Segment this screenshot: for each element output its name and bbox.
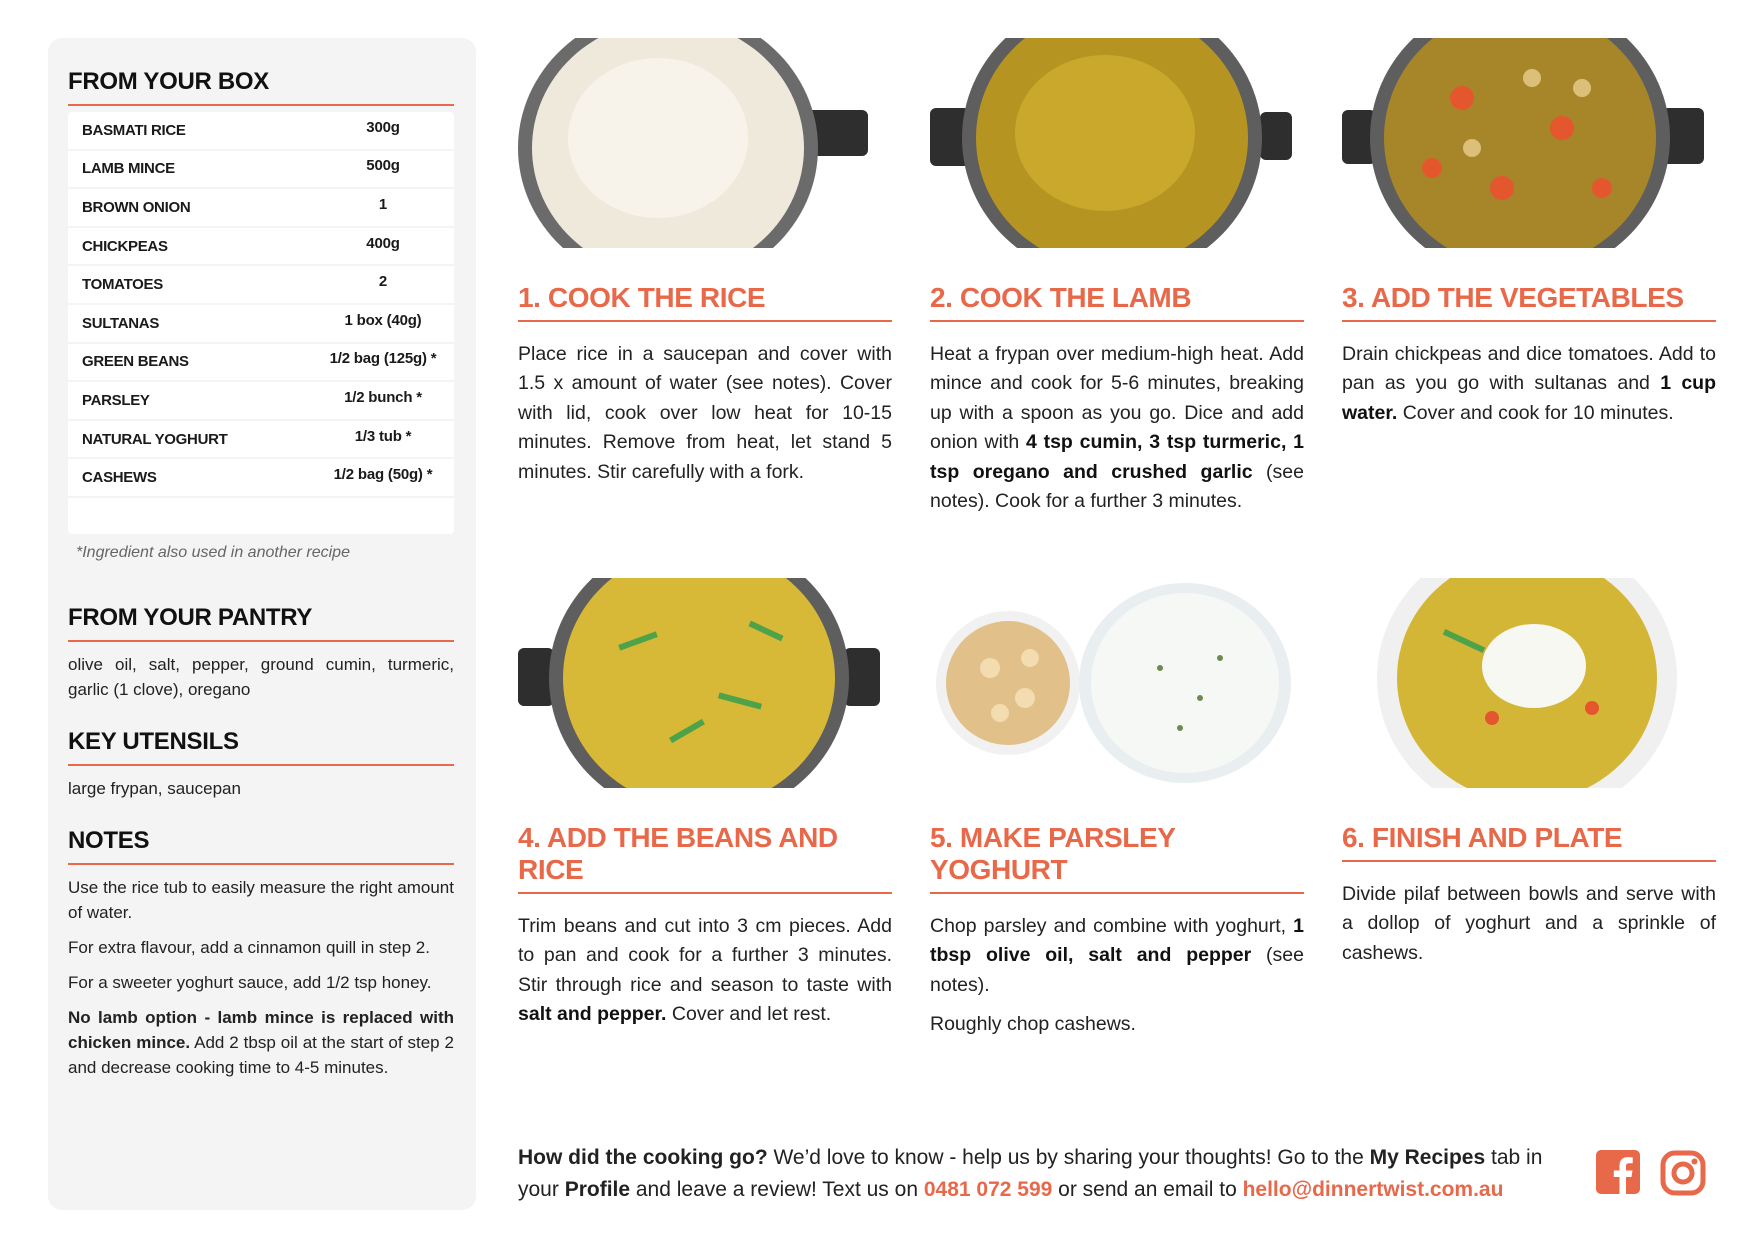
ingredient-qty: 1/2 bag (125g) * xyxy=(329,350,437,368)
ingredients-table xyxy=(68,112,454,534)
feedback-text-a: We’d love to know - help us by sharing your thoughts! Go to the xyxy=(767,1146,1370,1169)
step-4-title: 4. ADD THE BEANS AND RICE xyxy=(518,822,892,894)
step-2 xyxy=(930,38,1304,526)
ingredient-name: PARSLEY xyxy=(82,391,150,409)
ingredient-row xyxy=(68,421,454,460)
key-utensils-heading: KEY UTENSILS xyxy=(68,728,454,766)
step-5-bold: 1 tbsp olive oil, salt and pepper xyxy=(930,915,1304,967)
step-3-bold: 1 cup water. xyxy=(1342,372,1716,424)
step-5-text xyxy=(930,912,1304,1040)
step-1 xyxy=(518,38,892,497)
step-1-paragraph: Place rice in a saucepan and cover with 1.5 x amount of water (see notes). Cover with lid, cook over low heat for 10-15 minutes. Remove from heat, let stand 5 minutes. Stir carefully with a fork. xyxy=(518,343,892,483)
step-2-photo xyxy=(930,38,1292,248)
step-4-text xyxy=(518,912,892,1030)
ingredient-name: BROWN ONION xyxy=(82,198,191,216)
step-4 xyxy=(518,578,892,1040)
feedback-footer xyxy=(518,1142,1578,1206)
ingredient-name: LAMB MINCE xyxy=(82,160,175,178)
ingredient-qty: 300g xyxy=(366,118,400,136)
ingredient-qty: 1/3 tub * xyxy=(354,427,412,445)
step-3-title: 3. ADD THE VEGETABLES xyxy=(1342,282,1716,322)
ingredient-row xyxy=(68,151,454,190)
pantry-list: olive oil, salt, pepper, ground cumin, turmeric, garlic (1 clove), oregano xyxy=(68,654,454,699)
step-2-paragraph xyxy=(930,340,1304,516)
step-1-title: 1. COOK THE RICE xyxy=(518,282,892,322)
feedback-question: How did the cooking go? xyxy=(518,1146,768,1169)
step-5-paragraph-1 xyxy=(930,912,1304,1000)
feedback-text-c: and leave a review! Text us on xyxy=(630,1178,924,1201)
step-4-text-b: Cover and let rest. xyxy=(666,1003,832,1026)
notes-heading: NOTES xyxy=(68,827,454,865)
notes-section xyxy=(68,827,454,1080)
step-2-text-c: Cook for a further 3 minutes. xyxy=(989,490,1243,513)
from-your-box-heading: FROM YOUR BOX xyxy=(68,68,454,106)
ingredient-row xyxy=(68,112,454,151)
step-5-title: 5. MAKE PARSLEY YOGHURT xyxy=(930,822,1304,894)
step-6-text xyxy=(1342,880,1716,968)
ingredient-name: CASHEWS xyxy=(82,469,157,487)
ingredient-qty: 1 box (40g) xyxy=(344,311,422,329)
ingredient-row xyxy=(68,344,454,383)
ingredient-name: CHICKPEAS xyxy=(82,237,168,255)
step-3-paragraph xyxy=(1342,340,1716,428)
ingredient-row xyxy=(68,305,454,344)
step-3-text-b: Cover and cook for 10 minutes. xyxy=(1397,401,1674,424)
step-1-photo xyxy=(518,38,880,248)
ingredient-qty: 1 xyxy=(378,195,388,213)
step-4-photo xyxy=(518,578,880,788)
feedback-text-d: or send an email to xyxy=(1052,1178,1243,1201)
note-1: Use the rice tub to easily measure the right amount of water. xyxy=(68,877,454,922)
step-3-text-a: Drain chickpeas and dice tomatoes. Add to pan as you go with sultanas and xyxy=(1342,343,1716,395)
step-6 xyxy=(1342,578,1716,978)
step-2-bold: 4 tsp cumin, 3 tsp turmeric, 1 tsp oregano and crushed garlic xyxy=(930,431,1304,483)
ingredient-qty: 2 xyxy=(378,273,388,291)
instagram-icon[interactable] xyxy=(1660,1150,1706,1201)
ingredient-qty: 1/2 bag (50g) * xyxy=(333,466,433,484)
step-3 xyxy=(1342,38,1716,438)
ingredient-name: BASMATI RICE xyxy=(82,121,186,139)
ingredient-name: NATURAL YOGHURT xyxy=(82,430,228,448)
ingredient-row xyxy=(68,228,454,267)
ingredient-qty: 1/2 bunch * xyxy=(344,388,422,406)
step-5-text-b: (see notes). xyxy=(930,944,1304,996)
step-6-title: 6. FINISH AND PLATE xyxy=(1342,822,1716,862)
step-3-text xyxy=(1342,340,1716,428)
ingredient-footnote: *Ingredient also used in another recipe xyxy=(76,543,350,561)
utensils-section xyxy=(68,728,454,801)
note-3: For a sweeter yoghurt sauce, add 1/2 tsp honey. xyxy=(68,972,432,992)
ingredient-qty: 500g xyxy=(366,157,400,175)
ingredient-name: GREEN BEANS xyxy=(82,353,189,371)
step-2-title: 2. COOK THE LAMB xyxy=(930,282,1304,322)
facebook-icon[interactable] xyxy=(1596,1150,1640,1199)
feedback-text-b: tab in your xyxy=(518,1146,1543,1201)
note-4-bold: No lamb option - lamb mince is replaced with chicken mince. xyxy=(68,1007,454,1052)
step-2-text-a: Heat a frypan over medium-high heat. Add mince and cook for 5-6 minutes, breaking up with a spoon as you go. Dice and add onion with xyxy=(930,343,1304,454)
step-2-text xyxy=(930,340,1304,516)
note-2: For extra flavour, add a cinnamon quill in step 2. xyxy=(68,937,430,957)
my-recipes-label: My Recipes xyxy=(1369,1146,1486,1169)
ingredient-row xyxy=(68,459,454,498)
ingredient-qty: 400g xyxy=(366,234,400,252)
step-2-text-b: (see notes). xyxy=(930,460,1304,513)
step-3-photo xyxy=(1342,38,1704,248)
step-4-bold: salt and pepper. xyxy=(518,1003,667,1026)
step-1-text xyxy=(518,340,892,487)
ingredient-row xyxy=(68,189,454,228)
step-4-text-a: Trim beans and cut into 3 cm pieces. Add to pan and cook for a further 3 minutes. Stir through rice and season to taste with xyxy=(518,915,892,996)
step-5-photo xyxy=(930,578,1292,788)
ingredient-row xyxy=(68,266,454,305)
ingredient-name: SULTANAS xyxy=(82,314,160,332)
from-your-pantry-heading: FROM YOUR PANTRY xyxy=(68,604,454,642)
notes-list xyxy=(68,875,454,1080)
note-4 xyxy=(68,1005,454,1080)
email-link[interactable]: hello@dinnertwist.com.au xyxy=(1242,1178,1504,1201)
phone-number[interactable]: 0481 072 599 xyxy=(923,1178,1053,1201)
step-4-paragraph xyxy=(518,912,892,1030)
ingredients-panel xyxy=(48,38,476,1210)
profile-label: Profile xyxy=(564,1178,631,1201)
step-6-photo xyxy=(1342,578,1704,788)
step-5 xyxy=(930,578,1304,1050)
ingredient-name: TOMATOES xyxy=(82,276,163,294)
step-6-paragraph: Divide pilaf between bowls and serve with a dollop of yoghurt and a sprinkle of cashews. xyxy=(1342,883,1716,964)
ingredient-row xyxy=(68,382,454,421)
step-5-paragraph-2: Roughly chop cashews. xyxy=(930,1013,1136,1036)
step-5-text-a: Chop parsley and combine with yoghurt, xyxy=(930,915,1294,937)
utensils-list: large frypan, saucepan xyxy=(68,778,241,798)
note-4-text: Add 2 tbsp oil at the start of step 2 and decrease cooking time to 4-5 minutes. xyxy=(68,1032,454,1077)
